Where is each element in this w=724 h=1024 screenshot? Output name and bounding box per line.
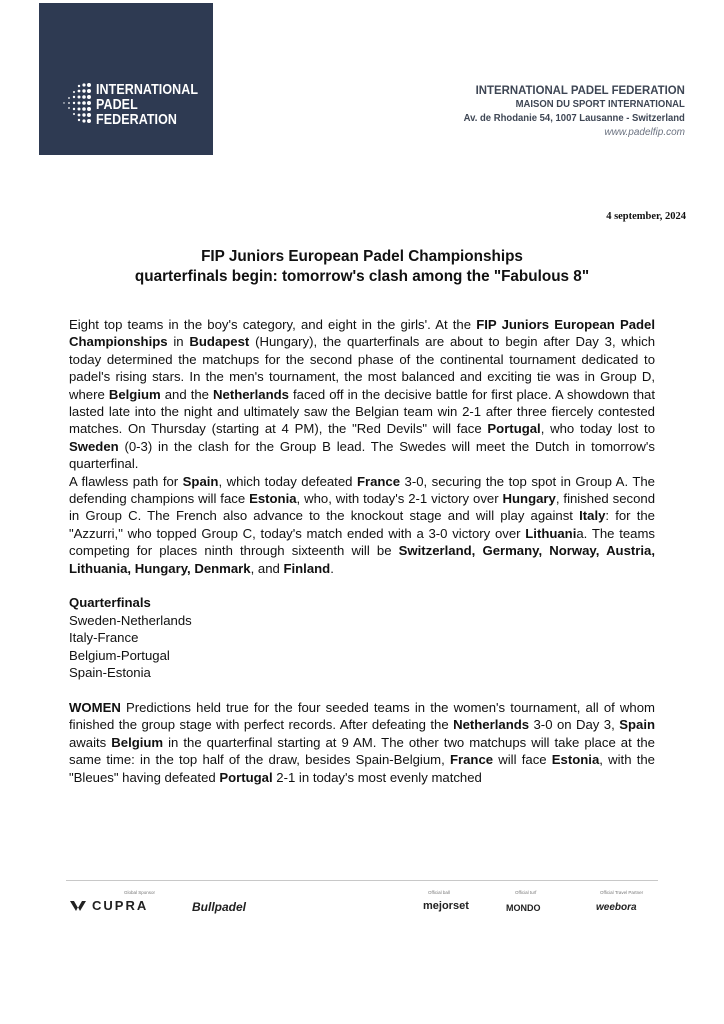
text-run: : for the "Azzurri," who topped Group C, today's match ended with a 3-0 victory over: [69, 508, 655, 541]
paragraph-women: [69, 699, 655, 786]
sponsor-label-global: Global Sponsor: [124, 890, 156, 895]
sponsor-mejorset-logo: mejorset: [423, 900, 469, 912]
org-address: Av. de Rhodanie 54, 1007 Lausanne - Switzerland: [463, 113, 685, 124]
bold-text-run: Finland: [283, 560, 331, 576]
logo-line-1: INTERNATIONAL: [96, 82, 199, 98]
bold-text-run: Italy: [579, 508, 606, 524]
sponsor-label-ball: Official ball: [428, 890, 450, 895]
bold-text-run: Portugal: [219, 769, 273, 785]
org-address-block: [452, 82, 685, 140]
paragraph-spain-france: [69, 473, 655, 577]
logo-line-2: PADEL: [96, 97, 138, 113]
text-run: and the: [160, 386, 214, 402]
bold-text-run: Switzerland, Germany, Norway, Austria, Lithuania, Hungary, Denmark: [69, 543, 655, 576]
sponsor-label-turf: Official turf: [515, 890, 537, 895]
quarterfinals-heading: Quarterfinals: [69, 595, 151, 611]
text-run: , finished second in Group C. The French also advance to the knockout stage and will play against: [69, 491, 656, 524]
text-run: in the quarterfinal starting at 9 AM. The other two matchups will take place at the same time: in the top half of the draw, besides Spain-Belgium,: [69, 734, 655, 768]
sponsor-weebora-logo: weebora: [596, 902, 637, 913]
cupra-label: CUPRA: [92, 898, 149, 913]
text-run: .: [330, 560, 334, 576]
bold-text-run: Netherlands: [453, 717, 530, 733]
bold-text-run: WOMEN: [69, 699, 121, 715]
bold-text-run: Estonia: [249, 491, 297, 507]
org-building: MAISON DU SPORT INTERNATIONAL: [515, 99, 685, 110]
press-release-date: 4 september, 2024: [606, 211, 686, 222]
text-run: in: [167, 334, 190, 350]
text-run: , which today defeated: [218, 473, 357, 489]
bold-text-run: Belgium: [111, 734, 164, 750]
sponsor-bullpadel-logo: Bullpadel: [192, 900, 247, 914]
bold-text-run: Portugal: [487, 421, 541, 437]
text-run: awaits: [69, 734, 112, 750]
padel-ball-logo-icon: [59, 81, 93, 125]
quarterfinal-match-3: Belgium-Portugal: [69, 647, 170, 663]
text-run: , who, with today's 2-1 victory over: [296, 491, 503, 507]
sponsor-cupra-logo: [70, 898, 148, 913]
footer-divider: [66, 880, 658, 881]
bold-text-run: Spain: [619, 717, 655, 733]
bold-text-run: Hungary: [502, 491, 556, 507]
logo-line-3: FEDERATION: [96, 112, 178, 128]
quarterfinal-match-2: Italy-France: [69, 630, 139, 646]
bold-text-run: Lithuani: [525, 525, 577, 541]
text-run: , who today lost to: [540, 421, 656, 437]
text-run: (0-3) in the clash for the Group B lead. The Swedes will meet the Dutch in tomorrow's quarterfinal.: [69, 438, 655, 472]
title-line-1: FIP Juniors European Padel Championships: [201, 248, 523, 265]
title-line-2: quarterfinals begin: tomorrow's clash among the "Fabulous 8": [134, 268, 590, 285]
fip-logo-block: [39, 3, 213, 155]
bold-text-run: Belgium: [108, 386, 161, 402]
bold-text-run: Estonia: [551, 752, 600, 768]
text-run: (Hungary), the quarterfinals are about to begin after Day 3, which today determined the matchups for the second phase of the continental tournament dedicated to padel's rising stars. In the men's tournament, the most balanced and exciting tie was in Group D, where: [69, 334, 656, 402]
text-run: 2-1 in today's most evenly matched: [272, 769, 482, 785]
quarterfinal-match-1: Sweden-Netherlands: [69, 612, 192, 628]
text-run: a. The teams competing for places ninth through sixteenth will be: [69, 525, 655, 559]
text-run: 3-0 on Day 3,: [529, 717, 620, 733]
bold-text-run: Budapest: [189, 334, 250, 350]
article-body: [69, 316, 655, 786]
org-name: INTERNATIONAL PADEL FEDERATION: [475, 83, 685, 97]
text-run: Predictions held true for the four seeded teams in the women's tournament, all of whom finished the group stage with perfect records. After defeating the: [69, 699, 655, 733]
press-release-title: [40, 247, 684, 287]
org-website-link[interactable]: www.padelfip.com: [604, 127, 685, 138]
quarterfinal-match-4: Spain-Estonia: [69, 665, 151, 681]
text-run: , with the "Bleues" having defeated: [69, 752, 655, 785]
text-run: 3-0, securing the top spot in Group A. The defending champions will face: [69, 473, 655, 507]
text-run: will face: [493, 752, 552, 768]
sponsor-mondo-logo: MONDO: [506, 903, 541, 913]
text-run: , and: [250, 560, 284, 576]
text-run: A flawless path for: [69, 473, 183, 489]
fip-logo-text: [96, 83, 198, 128]
cupra-icon: [70, 901, 86, 911]
bold-text-run: France: [356, 473, 401, 489]
paragraph-boys-intro: [69, 316, 655, 473]
bold-text-run: Sweden: [69, 438, 119, 454]
bold-text-run: France: [449, 752, 494, 768]
bold-text-run: FIP Juniors European Padel Championships: [69, 317, 656, 350]
sponsor-label-travel: Official Travel Partner: [600, 890, 644, 895]
text-run: faced off in the decisive battle for first place. A showdown that lasted late into the night and ultimately saw the Belgian team win 2-1 after three fiercely contested matches. On Thursday (starting at 4 PM), the "Red Devils" will face: [69, 386, 655, 437]
bold-text-run: Spain: [182, 473, 219, 489]
text-run: Eight top teams in the boy's category, and eight in the girls'. At the: [69, 317, 477, 332]
bold-text-run: Netherlands: [213, 386, 289, 402]
